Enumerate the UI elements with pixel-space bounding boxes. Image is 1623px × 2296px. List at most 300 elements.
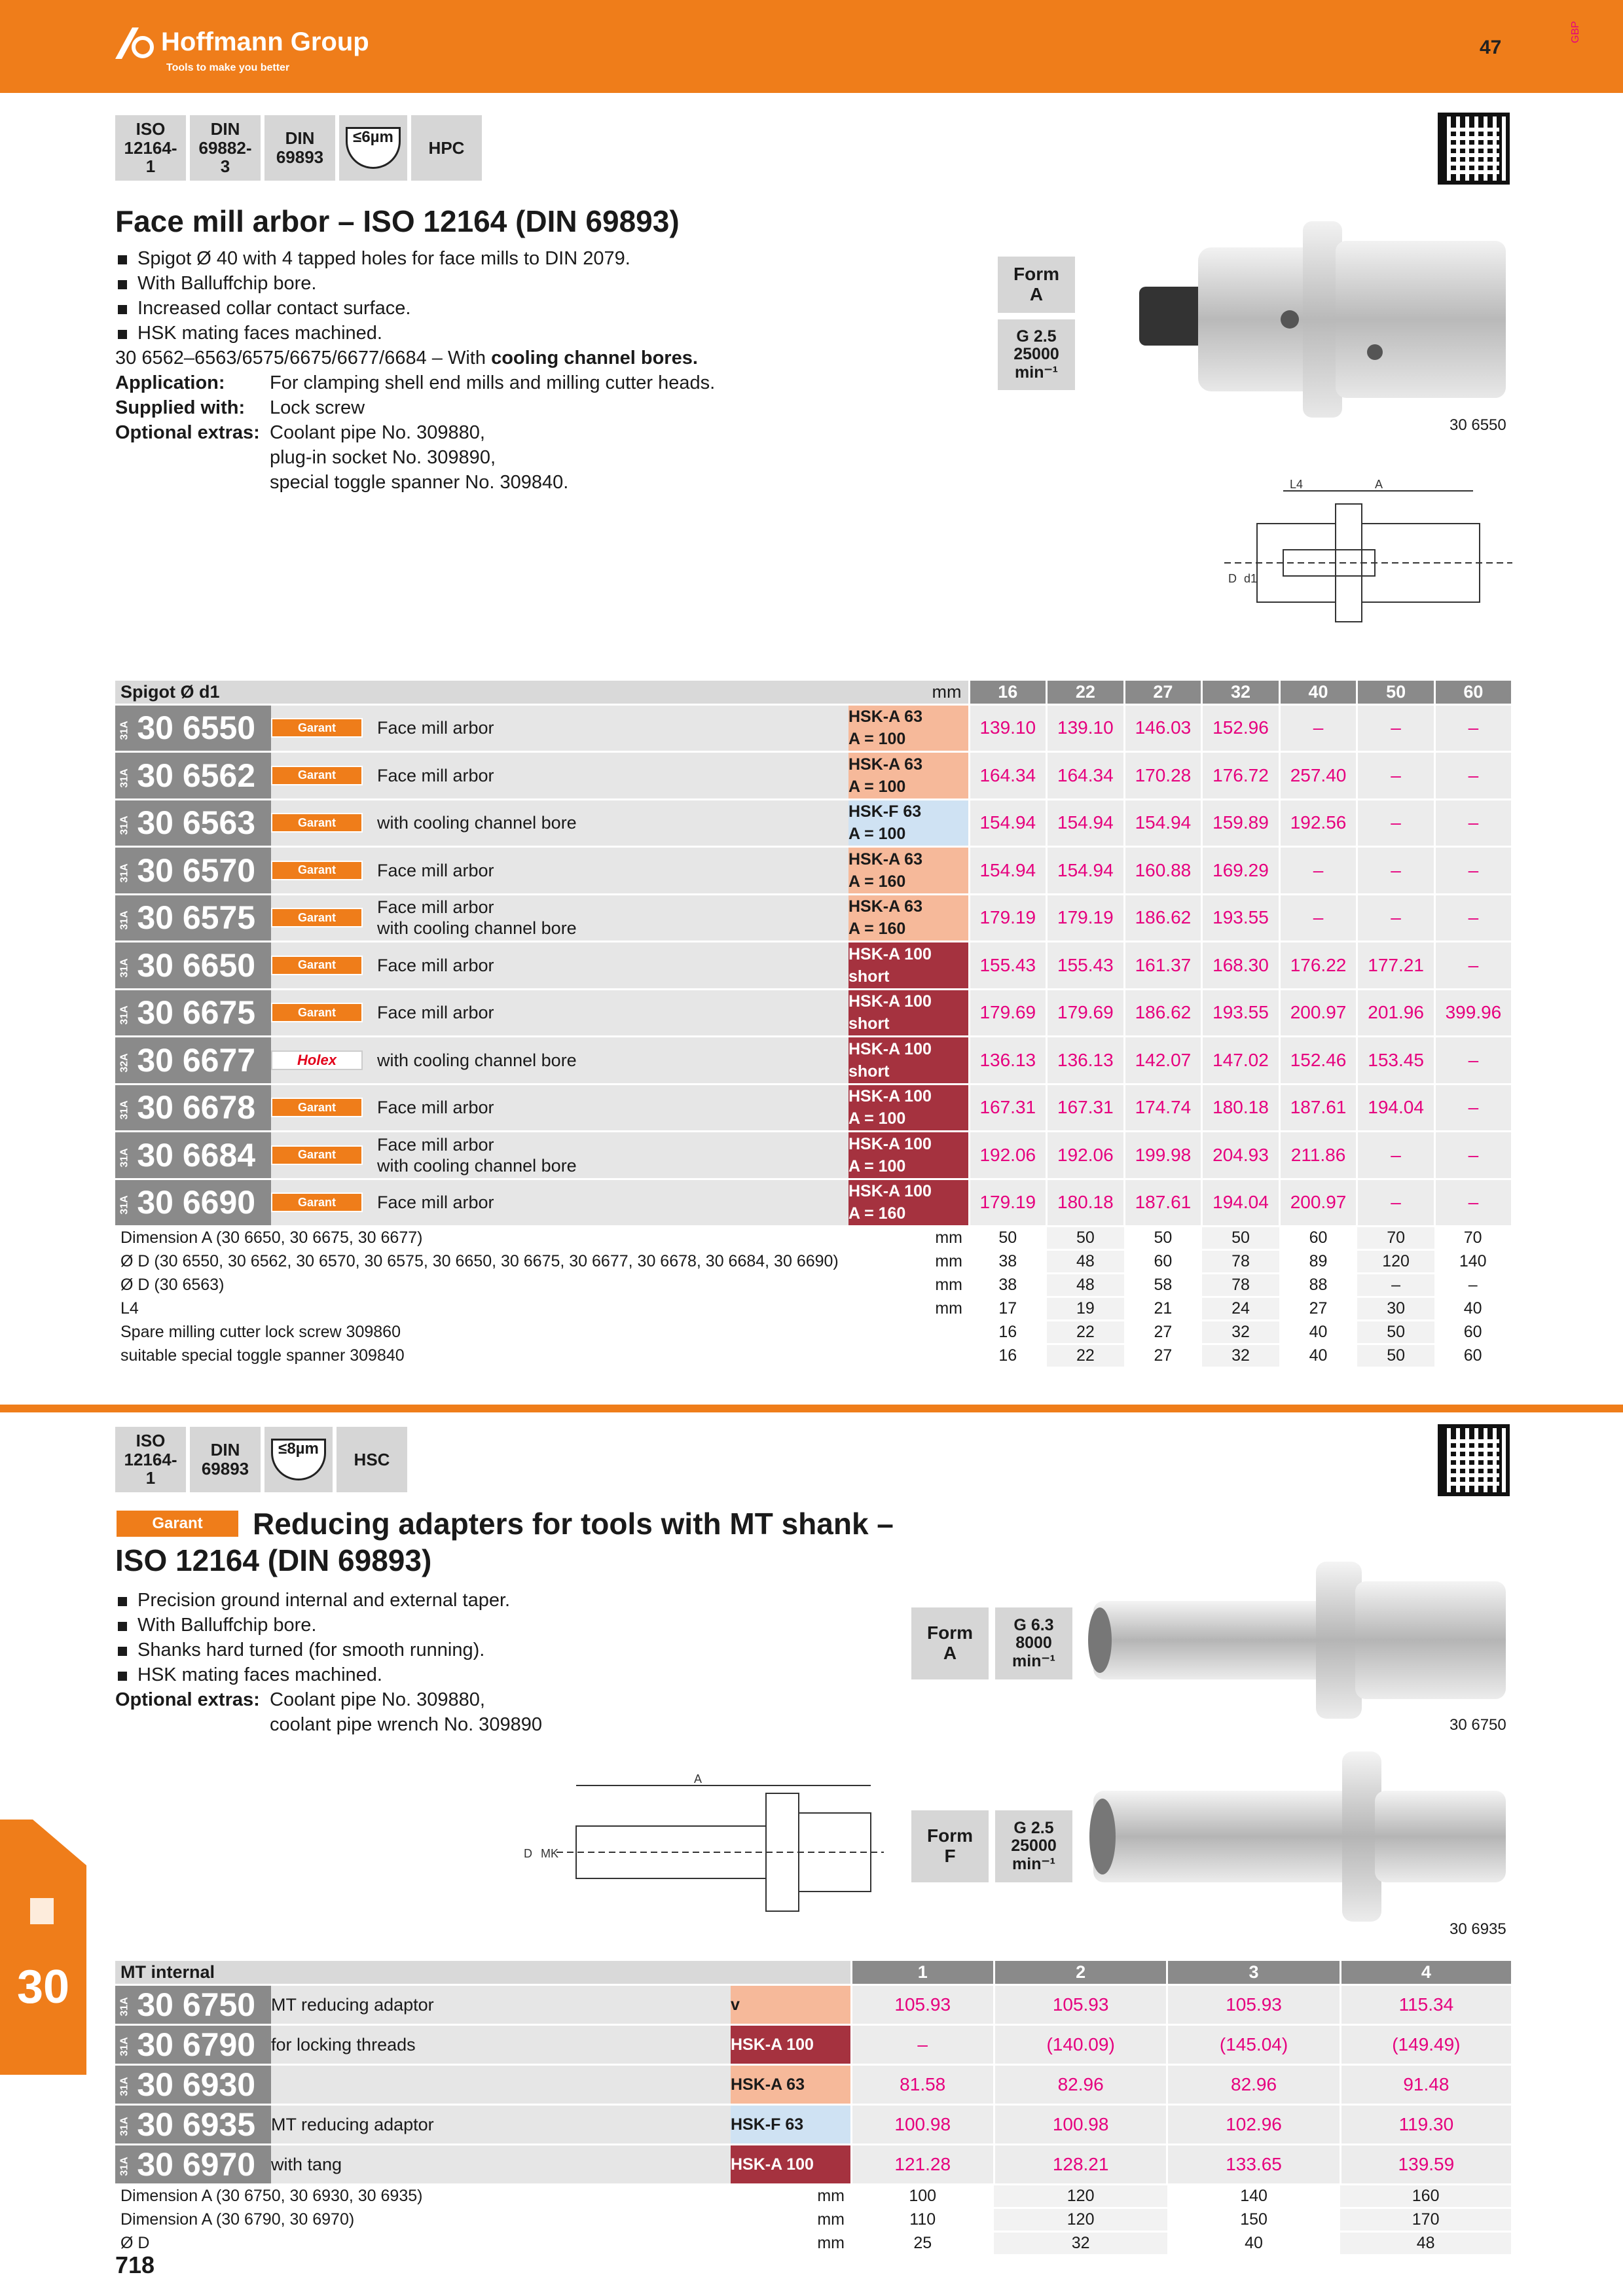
- hsk-spec: [848, 1179, 969, 1227]
- feature-item: Precision ground internal and external taper.: [115, 1588, 542, 1613]
- price-cell: 167.31: [1047, 1084, 1125, 1132]
- application-row: Application: For clamping shell end mills and milling cutter heads.: [115, 372, 716, 393]
- dimension-unit: mm: [848, 1250, 969, 1274]
- hsk-spec: [848, 942, 969, 990]
- form-f-info: [911, 1810, 1072, 1882]
- dimension-value: –: [1357, 1274, 1435, 1297]
- price-cell: –: [1279, 894, 1357, 942]
- dimension-label: Dimension A (30 6750, 30 6930, 30 6935): [115, 2184, 731, 2208]
- price-cell: 186.62: [1124, 989, 1202, 1037]
- price-cell: 179.69: [969, 989, 1047, 1037]
- size-col: 1: [851, 1961, 994, 1984]
- table-row[interactable]: [115, 894, 1511, 942]
- form-a-info: [911, 1607, 1072, 1679]
- description: for locking threads: [271, 2024, 731, 2064]
- dimension-label: Dimension A (30 6650, 30 6675, 30 6677): [115, 1227, 848, 1250]
- article-number: [115, 1179, 271, 1227]
- balance-box: G 6.3 8000 min⁻¹: [995, 1607, 1072, 1679]
- technical-drawing: [1224, 478, 1512, 648]
- hsk-spec: v: [731, 1984, 851, 2024]
- price-cell: 136.13: [1047, 1037, 1125, 1085]
- table-row[interactable]: [115, 2024, 1511, 2064]
- price-cell: 200.97: [1279, 1179, 1357, 1227]
- description-line1: with cooling channel bore: [377, 813, 577, 833]
- description: [377, 799, 848, 847]
- dimension-value: 16: [969, 1321, 1047, 1344]
- brand-cell: [271, 704, 377, 752]
- spec-line2: A = 160: [848, 920, 906, 939]
- dimension-value: 50: [1357, 1344, 1435, 1368]
- table-row[interactable]: [115, 2104, 1511, 2144]
- table-row[interactable]: [115, 847, 1511, 895]
- badge-din-69882: DIN 69882-3: [190, 115, 261, 181]
- page-number-bottom: 718: [115, 2251, 155, 2278]
- spec-line2: short: [848, 967, 890, 986]
- price-cell: 176.22: [1279, 942, 1357, 990]
- price-cell: 199.98: [1124, 1132, 1202, 1179]
- price-cell: 139.59: [1340, 2144, 1511, 2184]
- dimension-row: [115, 1344, 1511, 1368]
- feature-item: Spigot Ø 40 with 4 tapped holes for face mills to DIN 2079.: [115, 246, 715, 271]
- price-cell: 154.94: [1047, 847, 1125, 895]
- price-cell: 154.94: [1047, 799, 1125, 847]
- article-prefix: 31A: [119, 816, 130, 835]
- price-cell: –: [1434, 894, 1511, 942]
- garant-logo: Garant: [271, 1098, 363, 1117]
- dimension-value: 60: [1434, 1321, 1511, 1344]
- table-row[interactable]: [115, 1037, 1511, 1085]
- supplied-row: Supplied with: Lock screw: [115, 397, 365, 418]
- dimension-value: 22: [1047, 1321, 1125, 1344]
- description: [377, 704, 848, 752]
- article-prefix: 31A: [119, 863, 130, 883]
- price-cell: –: [1434, 752, 1511, 800]
- article-prefix: 31A: [119, 1100, 130, 1120]
- dimension-value: 48: [1047, 1274, 1125, 1297]
- feature-item: Shanks hard turned (for smooth running).: [115, 1638, 542, 1662]
- table-row[interactable]: [115, 2064, 1511, 2104]
- size-col: 50: [1357, 681, 1435, 704]
- article-prefix: 31A: [119, 1997, 130, 2017]
- garant-logo: Garant: [271, 813, 363, 833]
- price-cell: 154.94: [1124, 799, 1202, 847]
- qr-code-icon[interactable]: [1438, 113, 1510, 185]
- page-number-top: 47: [1480, 37, 1502, 58]
- cooling-note: 30 6562–6563/6575/6675/6677/6684 – With cooling channel bores.: [115, 348, 698, 368]
- dimension-value: 22: [1047, 1344, 1125, 1368]
- hsk-spec: [848, 752, 969, 800]
- spec-line2: A = 100: [848, 1109, 906, 1128]
- article-number: [115, 2024, 271, 2064]
- reducing-adapter-table: [115, 1961, 1511, 2256]
- dimension-value: 27: [1124, 1344, 1202, 1368]
- description-line1: Face mill arbor: [377, 765, 494, 785]
- form-box: Form A: [911, 1607, 989, 1679]
- table-row[interactable]: [115, 704, 1511, 752]
- feature-item: HSK mating faces machined.: [115, 1662, 542, 1687]
- dimension-value: 110: [851, 2208, 994, 2231]
- description: MT reducing adaptor: [271, 1984, 731, 2024]
- article-number: [115, 2144, 271, 2184]
- description: [377, 752, 848, 800]
- price-cell: 82.96: [994, 2064, 1167, 2104]
- price-cell: 179.19: [969, 1179, 1047, 1227]
- header-mt-label: MT internal: [115, 1961, 851, 1984]
- article-code: 30 6930: [137, 2066, 256, 2103]
- country-code: GBP: [1570, 21, 1581, 43]
- price-cell: –: [1434, 1084, 1511, 1132]
- price-cell: –: [1434, 1132, 1511, 1179]
- spec-line1: HSK-A 63: [848, 708, 922, 726]
- badge-runout: [339, 115, 407, 181]
- description: [377, 1179, 848, 1227]
- spec-line2: A = 100: [848, 1157, 906, 1175]
- balance-box: G 2.5 25000 min⁻¹: [998, 319, 1075, 390]
- article-prefix: 32A: [119, 1052, 130, 1073]
- price-cell: 204.93: [1202, 1132, 1280, 1179]
- spec-line1: HSK-A 63: [848, 897, 922, 916]
- badge-iso: ISO 12164-1: [115, 1427, 186, 1492]
- price-cell: –: [1357, 847, 1435, 895]
- brand-cell: [271, 989, 377, 1037]
- price-cell: –: [1434, 942, 1511, 990]
- badge-din-69893: DIN 69893: [264, 115, 335, 181]
- table-row[interactable]: [115, 1084, 1511, 1132]
- dimension-value: 50: [1124, 1227, 1202, 1250]
- dimension-label: Ø D: [115, 2231, 731, 2255]
- hsk-spec: [848, 989, 969, 1037]
- price-cell: 115.34: [1340, 1984, 1511, 2024]
- price-cell: 100.98: [851, 2104, 994, 2144]
- price-cell: 153.45: [1357, 1037, 1435, 1085]
- spec-line2: A = 100: [848, 825, 906, 844]
- price-cell: 82.96: [1167, 2064, 1340, 2104]
- dimension-unit: mm: [731, 2231, 851, 2255]
- size-col: 16: [969, 681, 1047, 704]
- dimension-value: 40: [1167, 2231, 1340, 2255]
- hsk-spec: [848, 1132, 969, 1179]
- brand-tagline: Tools to make you better: [166, 62, 290, 73]
- garant-logo: Garant: [271, 908, 363, 927]
- brand-cell: [271, 1037, 377, 1085]
- price-cell: 186.62: [1124, 894, 1202, 942]
- price-cell: 399.96: [1434, 989, 1511, 1037]
- article-code: 30 6675: [137, 994, 256, 1031]
- price-cell: 164.34: [969, 752, 1047, 800]
- article-code: 30 6750: [137, 1986, 256, 2023]
- price-cell: 179.19: [969, 894, 1047, 942]
- spec-line1: HSK-A 100: [848, 1087, 932, 1106]
- description: [377, 1084, 848, 1132]
- hsk-spec: HSK-A 63: [731, 2064, 851, 2104]
- description-line1: Face mill arbor: [377, 860, 494, 880]
- brand-cell: [271, 942, 377, 990]
- garant-logo: Garant: [271, 861, 363, 880]
- dimension-value: 60: [1434, 1344, 1511, 1368]
- dimension-row: [115, 1227, 1511, 1250]
- description-line1: Face mill arbor: [377, 897, 494, 918]
- article-number: [115, 894, 271, 942]
- dimension-unit: mm: [848, 1274, 969, 1297]
- dimension-value: 160: [1340, 2184, 1511, 2208]
- dimension-value: 40: [1279, 1321, 1357, 1344]
- qr-code-icon[interactable]: [1438, 1424, 1510, 1496]
- description-line1: Face mill arbor: [377, 1003, 494, 1023]
- price-cell: 154.94: [969, 799, 1047, 847]
- garant-logo: Garant: [271, 1193, 363, 1212]
- price-cell: –: [1357, 894, 1435, 942]
- price-cell: 192.06: [1047, 1132, 1125, 1179]
- table-row[interactable]: [115, 1132, 1511, 1179]
- article-prefix: 31A: [119, 2117, 130, 2136]
- article-prefix: 31A: [119, 910, 130, 930]
- runout-icon: ≤6µm: [346, 127, 401, 169]
- dimension-value: 120: [994, 2208, 1167, 2231]
- article-code: 30 6684: [137, 1136, 256, 1174]
- page-header: [0, 0, 1623, 93]
- article-code: 30 6935: [137, 2106, 256, 2143]
- garant-logo: Garant: [115, 1509, 240, 1538]
- price-cell: –: [1434, 1179, 1511, 1227]
- dimension-unit: [848, 1344, 969, 1368]
- form-box: Form F: [911, 1810, 989, 1882]
- brand-cell: [271, 847, 377, 895]
- price-cell: 152.96: [1202, 704, 1280, 752]
- spec-line1: HSK-A 100: [848, 1182, 932, 1201]
- dimension-unit: mm: [731, 2208, 851, 2231]
- section2-features: Precision ground internal and external taper. With Balluffchip bore. Shanks hard turned (for smooth running). HSK mating faces machined. Optional extras: Coolant pipe No. 309880, coolant pipe wrench No. 309890: [115, 1588, 542, 1737]
- dimension-value: 40: [1434, 1297, 1511, 1321]
- price-cell: 257.40: [1279, 752, 1357, 800]
- brand-cell: [271, 1179, 377, 1227]
- table-row[interactable]: [115, 1179, 1511, 1227]
- table-row[interactable]: [115, 752, 1511, 800]
- description-line1: Face mill arbor: [377, 1134, 494, 1155]
- badge-iso: ISO 12164-1: [115, 115, 186, 181]
- article-prefix: 31A: [119, 1005, 130, 1025]
- size-col: 40: [1279, 681, 1357, 704]
- price-cell: –: [1434, 799, 1511, 847]
- description-line1: Face mill arbor: [377, 955, 494, 975]
- size-col: 60: [1434, 681, 1511, 704]
- article-prefix: 31A: [119, 958, 130, 978]
- dimension-value: 27: [1124, 1321, 1202, 1344]
- article-code: 30 6790: [137, 2026, 256, 2063]
- dimension-unit: mm: [848, 1297, 969, 1321]
- size-col: 22: [1047, 681, 1125, 704]
- hsk-spec: [848, 799, 969, 847]
- section1-features: Spigot Ø 40 with 4 tapped holes for face mills to DIN 2079. With Balluffchip bore. Increased collar contact surface. HSK mating faces machined. 30 6562–6563/6575/6675/6677/6684 – With cooling channel bores. Application: For clamping shell end mills and milling cutter heads. Supplied with: Lock screw Optional extras: Coolant pipe No. 309880, plug-in socket No. 309890, special toggle spanner No. 309840.: [115, 246, 715, 495]
- size-col: 27: [1124, 681, 1202, 704]
- price-cell: (149.49): [1340, 2024, 1511, 2064]
- price-cell: 194.04: [1202, 1179, 1280, 1227]
- price-cell: 192.06: [969, 1132, 1047, 1179]
- price-cell: 187.61: [1124, 1179, 1202, 1227]
- drawing-label-d1: d1: [1244, 572, 1258, 585]
- dimension-row: [115, 2231, 1511, 2255]
- price-cell: –: [1279, 704, 1357, 752]
- chapter-tab[interactable]: [0, 1820, 86, 2075]
- description-line2: with cooling channel bore: [377, 1155, 577, 1175]
- dimension-value: 140: [1167, 2184, 1340, 2208]
- price-cell: 179.19: [1047, 894, 1125, 942]
- price-cell: 91.48: [1340, 2064, 1511, 2104]
- article-number: [115, 1132, 271, 1179]
- price-cell: 100.98: [994, 2104, 1167, 2144]
- dimension-label: Spare milling cutter lock screw 309860: [115, 1321, 848, 1344]
- table-row[interactable]: [115, 799, 1511, 847]
- table-row[interactable]: [115, 989, 1511, 1037]
- price-cell: 161.37: [1124, 942, 1202, 990]
- spec-line1: HSK-F 63: [848, 802, 922, 821]
- runout-icon: ≤8µm: [271, 1439, 326, 1480]
- article-code: 30 6690: [137, 1184, 256, 1221]
- brand-name: Hoffmann Group: [161, 27, 369, 56]
- size-col: 4: [1340, 1961, 1511, 1984]
- spec-line1: HSK-A 100: [848, 1134, 932, 1153]
- article-prefix: 31A: [119, 2037, 130, 2056]
- standard-badges-2: [115, 1427, 407, 1492]
- garant-logo: Garant: [271, 718, 363, 738]
- price-cell: 133.65: [1167, 2144, 1340, 2184]
- dimension-unit: mm: [848, 1227, 969, 1250]
- price-cell: (140.09): [994, 2024, 1167, 2064]
- garant-logo: Garant: [271, 1145, 363, 1165]
- spec-line1: HSK-A 63: [848, 755, 922, 774]
- table-row[interactable]: [115, 2144, 1511, 2184]
- dimension-row: [115, 1250, 1511, 1274]
- dimension-value: –: [1434, 1274, 1511, 1297]
- price-cell: 169.29: [1202, 847, 1280, 895]
- dimension-value: 38: [969, 1250, 1047, 1274]
- price-cell: 105.93: [994, 1984, 1167, 2024]
- description: [271, 2064, 731, 2104]
- price-cell: 146.03: [1124, 704, 1202, 752]
- badge-runout: [264, 1427, 333, 1492]
- dimension-value: 50: [1047, 1227, 1125, 1250]
- drawing-label-d: D: [1228, 572, 1237, 585]
- article-number: [115, 1037, 271, 1085]
- photo-code-2: 30 6935: [1450, 1920, 1506, 1938]
- dimension-row: [115, 2184, 1511, 2208]
- price-cell: 194.04: [1357, 1084, 1435, 1132]
- description: [377, 989, 848, 1037]
- price-cell: –: [1434, 847, 1511, 895]
- garant-logo: Garant: [271, 766, 363, 785]
- size-col: 2: [994, 1961, 1167, 1984]
- form-box: Form A: [998, 257, 1075, 313]
- price-cell: –: [1357, 752, 1435, 800]
- spec-line2: short: [848, 1014, 890, 1033]
- dimension-value: 50: [1202, 1227, 1280, 1250]
- hoffmann-logo-icon: [115, 26, 155, 60]
- feature-item: With Balluffchip bore.: [115, 271, 715, 296]
- price-cell: 193.55: [1202, 989, 1280, 1037]
- spec-line1: HSK-A 100: [848, 1039, 932, 1058]
- description-line1: Face mill arbor: [377, 718, 494, 738]
- hsk-spec: [848, 1084, 969, 1132]
- dimension-value: 50: [969, 1227, 1047, 1250]
- article-code: 30 6650: [137, 946, 256, 984]
- description: with tang: [271, 2144, 731, 2184]
- section1-title: Face mill arbor – ISO 12164 (DIN 69893): [115, 204, 680, 238]
- price-cell: –: [1357, 1132, 1435, 1179]
- dimension-value: 58: [1124, 1274, 1202, 1297]
- dimension-value: 140: [1434, 1250, 1511, 1274]
- description: [377, 942, 848, 990]
- article-code: 30 6678: [137, 1089, 256, 1126]
- price-cell: –: [1357, 1179, 1435, 1227]
- price-cell: 168.30: [1202, 942, 1280, 990]
- article-code: 30 6570: [137, 852, 256, 889]
- article-number: [115, 1984, 271, 2024]
- dimension-unit: mm: [731, 2184, 851, 2208]
- price-cell: –: [1434, 704, 1511, 752]
- dimension-label: Ø D (30 6563): [115, 1274, 848, 1297]
- size-col: 3: [1167, 1961, 1340, 1984]
- price-cell: 193.55: [1202, 894, 1280, 942]
- price-cell: 102.96: [1167, 2104, 1340, 2144]
- price-cell: 139.10: [969, 704, 1047, 752]
- price-cell: –: [1434, 1037, 1511, 1085]
- description-line1: Face mill arbor: [377, 1098, 494, 1118]
- price-cell: 192.56: [1279, 799, 1357, 847]
- drawing-label-d: D: [524, 1847, 532, 1860]
- table-header: [115, 1961, 1511, 1984]
- dimension-unit: [848, 1321, 969, 1344]
- spec-line1: HSK-A 63: [848, 850, 922, 869]
- dimension-value: 89: [1279, 1250, 1357, 1274]
- spec-line2: A = 100: [848, 730, 906, 749]
- dimension-value: 150: [1167, 2208, 1340, 2231]
- price-cell: 211.86: [1279, 1132, 1357, 1179]
- spec-line1: HSK-A 100: [848, 944, 932, 963]
- adapter-form-a-photo: [1080, 1555, 1512, 1725]
- brand-cell: [271, 752, 377, 800]
- price-cell: 152.46: [1279, 1037, 1357, 1085]
- hsk-spec: [848, 894, 969, 942]
- section2-title-line1: Reducing adapters for tools with MT shank –: [253, 1507, 894, 1541]
- article-code: 30 6562: [137, 757, 256, 794]
- table-row[interactable]: [115, 942, 1511, 990]
- dimension-value: 60: [1124, 1250, 1202, 1274]
- description: [377, 1037, 848, 1085]
- price-cell: –: [1357, 799, 1435, 847]
- dimension-value: 21: [1124, 1297, 1202, 1321]
- badge-hsc: HSC: [337, 1427, 407, 1492]
- face-mill-arbor-table: [115, 681, 1511, 1369]
- article-number: [115, 752, 271, 800]
- price-cell: 179.69: [1047, 989, 1125, 1037]
- adapter-technical-drawing: [517, 1774, 884, 1924]
- price-cell: 159.89: [1202, 799, 1280, 847]
- photo-code-1: 30 6750: [1450, 1716, 1506, 1734]
- dimension-value: 70: [1434, 1227, 1511, 1250]
- dimension-value: 78: [1202, 1250, 1280, 1274]
- table-row[interactable]: [115, 1984, 1511, 2024]
- price-cell: 174.74: [1124, 1084, 1202, 1132]
- feature-item: HSK mating faces machined.: [115, 321, 715, 346]
- dimension-value: 32: [994, 2231, 1167, 2255]
- section-separator: [0, 1405, 1623, 1412]
- hsk-spec: [848, 1037, 969, 1085]
- garant-logo: Garant: [271, 956, 363, 975]
- article-prefix: 31A: [119, 1147, 130, 1168]
- feature-item: Increased collar contact surface.: [115, 296, 715, 321]
- price-cell: –: [1279, 847, 1357, 895]
- article-number: [115, 2064, 271, 2104]
- article-code: 30 6677: [137, 1041, 256, 1079]
